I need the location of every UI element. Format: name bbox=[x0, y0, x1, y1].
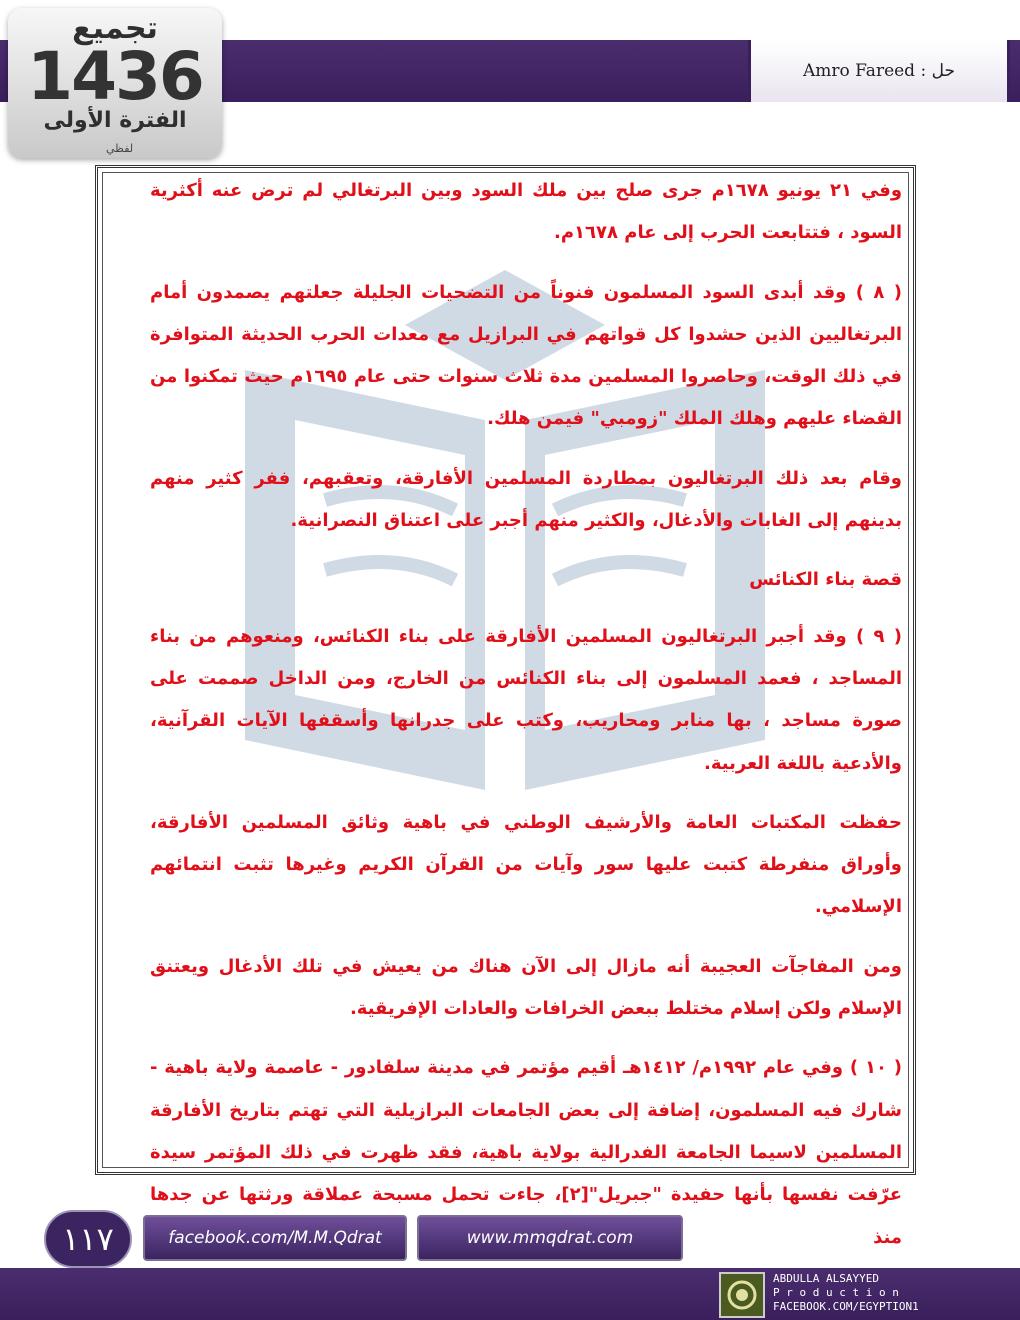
credit-name: ABDULLA ALSAYYED bbox=[773, 1272, 879, 1285]
paragraph-peace-treaty: وفي ٢١ يونيو ١٦٧٨م جرى صلح بين ملك السود وبين البرتغالي لم ترض عنه أكثرية السود ، فتتابعت الحرب إلى عام ١٦٧٨م. bbox=[150, 180, 903, 244]
credit-facebook: FACEBOOK.COM/EGYPTION1 bbox=[773, 1300, 919, 1313]
credit-production: P r o d u c t i o n bbox=[773, 1286, 899, 1299]
collection-badge bbox=[8, 8, 222, 158]
paragraph-pursuit: وقام بعد ذلك البرتغاليون بمطاردة المسلمين الأفارقة، وتعقبهم، ففر كثير منهم بدينهم إلى الغابات والأدغال، والكثير منهم أجبر على اعتناق النصرانية. bbox=[150, 467, 902, 532]
paragraph-10: ( ١٠ ) وفي عام ١٩٩٢م/ ١٤١٢هـ أقيم مؤتمر في مدينة سلفادور - عاصمة ولاية باهية - شارك فيه المسلمون، إضافة إلى بعض الجامعات البرازيلية التي تهتم بتاريخ الأفارقة المسلمين لاسيما الجامعة الفدرالية بولاية باهية، فقد ظهرت في ذلك المؤتمر سيدة عرّفت نفسها بأنها حفيدة "جبريل"[٢]، جاءت تحمل مسبحة عملاقة ورثتها عن جدها منذ bbox=[150, 1057, 902, 1248]
facebook-link[interactable]: facebook.com/M.M.Qdrat bbox=[143, 1215, 407, 1261]
page-number: ١١٧ bbox=[44, 1210, 132, 1268]
solver-credit: حل : Amro Fareed bbox=[803, 61, 955, 81]
camera-logo-icon bbox=[719, 1272, 765, 1318]
production-credit bbox=[717, 1272, 1017, 1318]
paragraph-8: ( ٨ ) وقد أبدى السود المسلمون فنوناً من التضحيات الجليلة جعلتهم يصمدون أمام البرتغاليين الذين حشدوا كل قواتهم في البرازيل مع معدات الحرب الحديثة المتوافرة في ذلك الوقت، وحاصروا المسلمين مدة ثلاث سنوات حتى عام ١٦٩٥م حيث تمكنوا من القضاء عليهم وهلك الملك "زومبي" فيمن هلك. bbox=[150, 281, 903, 430]
credit-text bbox=[773, 1272, 919, 1314]
section-heading-churches: قصة بناء الكنائس bbox=[749, 569, 902, 591]
article-body bbox=[150, 170, 902, 1276]
paragraph-surprises: ومن المفاجآت العجيبة أنه مازال إلى الآن هناك من يعيش في تلك الأدغال ويعتنق الإسلام ولكن إسلام مختلط ببعض الخرافات والعادات الإفريقية. bbox=[150, 955, 902, 1020]
badge-tag: لفظي bbox=[106, 142, 134, 155]
paragraph-archives: حفظت المكتبات العامة والأرشيف الوطني في باهية وثائق المسلمين الأفارقة، وأوراق منفرطة كتبت عليها سور وآيات من القرآن الكريم وغيرها تثبت انتمائهم الإسلامي. bbox=[150, 811, 902, 918]
badge-subtitle: الفترة الأولى bbox=[43, 108, 187, 133]
solver-label-box bbox=[748, 40, 1010, 102]
badge-title: تجميع bbox=[72, 11, 158, 46]
website-link[interactable]: www.mmqdrat.com bbox=[417, 1215, 683, 1261]
paragraph-9: ( ٩ ) وقد أجبر البرتغاليون المسلمين الأفارقة على بناء الكنائس، ومنعوهم من بناء المساجد ، فعمد المسلمون إلى بناء الكنائس من الخارج، ومن الداخل صممت على صورة مساجد ، بها منابر ومحاريب، وكتب على جدرانها وأسقفها الآيات القرآنية، والأدعية باللغة العربية. bbox=[150, 625, 902, 774]
badge-year: 1436 bbox=[27, 38, 203, 115]
